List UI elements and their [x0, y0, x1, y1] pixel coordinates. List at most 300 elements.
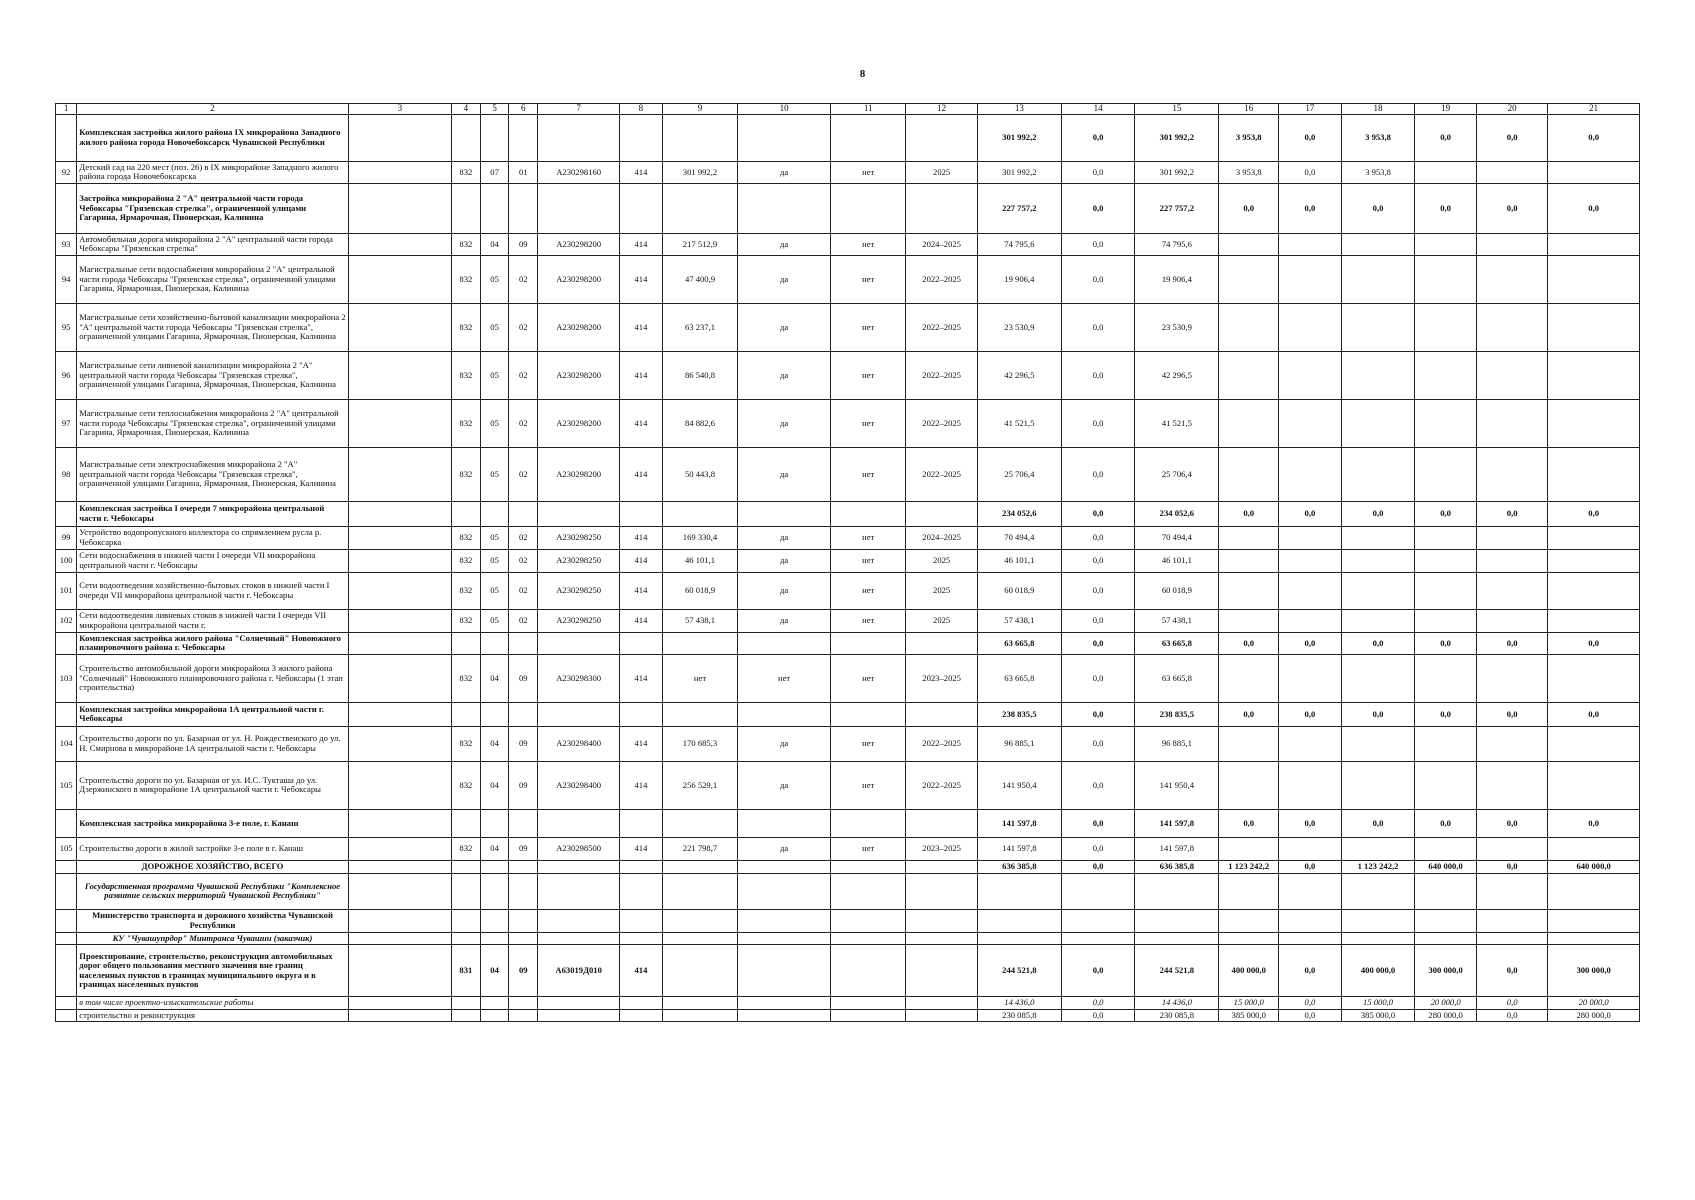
cell-col-8 — [620, 183, 663, 233]
cell-col-18: 385 000,0 — [1341, 1009, 1414, 1021]
cell-col-12: 2022–2025 — [906, 255, 977, 303]
row-name: Автомобильная дорога микрорайона 2 "А" центральной части города Чебоксары "Грязевская стрелка" — [77, 233, 348, 255]
cell-col-12 — [906, 997, 977, 1009]
cell-col-11 — [830, 873, 906, 909]
cell-col-13: 301 992,2 — [977, 114, 1061, 161]
cell-col-9: 50 443,8 — [662, 447, 738, 501]
cell-col-20 — [1476, 837, 1547, 860]
cell-col-10: да — [738, 526, 831, 549]
cell-col-15: 141 597,8 — [1135, 837, 1219, 860]
cell-col-12 — [906, 945, 977, 997]
cell-col-8: 414 — [620, 837, 663, 860]
cell-col-8 — [620, 932, 663, 944]
cell-col-17: 0,0 — [1279, 1009, 1342, 1021]
cell-col-6 — [509, 183, 538, 233]
row-name: Магистральные сети хозяйственно-бытовой канализации микрорайона 2 "А" центральной части города Чебоксары "Грязевская стрелка", ограниченной улицами Гагарина, Ярмарочная, Пионерская, Калинина — [77, 303, 348, 351]
cell-col-18 — [1341, 654, 1414, 702]
cell-col-5 — [480, 114, 509, 161]
cell-col-18: 0,0 — [1341, 809, 1414, 837]
cell-col-20 — [1476, 399, 1547, 447]
cell-col-9: 63 237,1 — [662, 303, 738, 351]
cell-col-12 — [906, 1009, 977, 1021]
cell-col-14: 0,0 — [1061, 572, 1134, 609]
cell-col-18 — [1341, 399, 1414, 447]
table-row — [56, 997, 1640, 1009]
cell-col-16: 0,0 — [1219, 183, 1279, 233]
cell-col-20 — [1476, 233, 1547, 255]
row-number — [56, 114, 77, 161]
cell-col-11: нет — [830, 447, 906, 501]
cell-col-21 — [1548, 726, 1640, 761]
row-number: 93 — [56, 233, 77, 255]
cell-col-5: 04 — [480, 233, 509, 255]
cell-col-16 — [1219, 526, 1279, 549]
cell-col-4: 832 — [451, 726, 480, 761]
row-name: Строительство дороги в жилой застройке 3-е поле в г. Канаш — [77, 837, 348, 860]
cell-col-13: 25 706,4 — [977, 447, 1061, 501]
table-row — [56, 945, 1640, 997]
cell-col-8: 414 — [620, 945, 663, 997]
cell-col-21: 0,0 — [1548, 702, 1640, 726]
cell-col-17 — [1279, 909, 1342, 932]
cell-col-19: 0,0 — [1415, 183, 1477, 233]
cell-col-20 — [1476, 526, 1547, 549]
cell-col-20: 0,0 — [1476, 945, 1547, 997]
cell-col-15: 19 906,4 — [1135, 255, 1219, 303]
cell-col-14: 0,0 — [1061, 399, 1134, 447]
cell-col-20 — [1476, 549, 1547, 572]
cell-col-19 — [1415, 932, 1477, 944]
cell-col-8: 414 — [620, 303, 663, 351]
cell-col-15: 41 521,5 — [1135, 399, 1219, 447]
cell-col-21: 0,0 — [1548, 183, 1640, 233]
row-number — [56, 501, 77, 526]
cell-col-10 — [738, 932, 831, 944]
cell-col-5: 05 — [480, 447, 509, 501]
cell-col-15: 301 992,2 — [1135, 114, 1219, 161]
cell-col-21 — [1548, 932, 1640, 944]
cell-col-10: да — [738, 609, 831, 632]
cell-col-6 — [509, 860, 538, 873]
table-row — [56, 860, 1640, 873]
cell-col-19 — [1415, 609, 1477, 632]
cell-col-6 — [509, 873, 538, 909]
row-name: Детский сад на 220 мест (поз. 26) в IX микрорайоне Западного жилого района города Новочебоксарска — [77, 161, 348, 183]
cell-col-21 — [1548, 654, 1640, 702]
cell-col-3 — [348, 447, 451, 501]
cell-col-17 — [1279, 233, 1342, 255]
table-row — [56, 873, 1640, 909]
cell-col-8: 414 — [620, 654, 663, 702]
cell-col-6: 09 — [509, 233, 538, 255]
cell-col-19: 0,0 — [1415, 501, 1477, 526]
cell-col-13: 74 795,6 — [977, 233, 1061, 255]
cell-col-6: 09 — [509, 654, 538, 702]
cell-col-11: нет — [830, 654, 906, 702]
row-name: Магистральные сети водоснабжения микрорайона 2 "А" центральной части города Чебоксары "Грязевская стрелка", ограниченной улицами Гагарина, Ярмарочная, Пионерская, Калинина — [77, 255, 348, 303]
row-number: 94 — [56, 255, 77, 303]
cell-col-8: 414 — [620, 255, 663, 303]
cell-col-12: 2025 — [906, 572, 977, 609]
cell-col-7 — [538, 997, 620, 1009]
row-name: КУ "Чувашупрдор" Минтранса Чувашии (заказчик) — [77, 932, 348, 944]
cell-col-6 — [509, 909, 538, 932]
cell-col-14: 0,0 — [1061, 702, 1134, 726]
cell-col-11 — [830, 860, 906, 873]
cell-col-8 — [620, 114, 663, 161]
cell-col-18: 400 000,0 — [1341, 945, 1414, 997]
cell-col-6: 02 — [509, 549, 538, 572]
cell-col-17 — [1279, 549, 1342, 572]
cell-col-7: А230298200 — [538, 447, 620, 501]
cell-col-10 — [738, 1009, 831, 1021]
cell-col-12: 2022–2025 — [906, 761, 977, 809]
cell-col-20 — [1476, 255, 1547, 303]
cell-col-3 — [348, 303, 451, 351]
cell-col-9 — [662, 809, 738, 837]
cell-col-10: да — [738, 303, 831, 351]
cell-col-19 — [1415, 572, 1477, 609]
cell-col-4 — [451, 909, 480, 932]
table-row — [56, 399, 1640, 447]
cell-col-13: 238 835,5 — [977, 702, 1061, 726]
column-number: 1 — [56, 104, 77, 115]
cell-col-17 — [1279, 447, 1342, 501]
cell-col-9 — [662, 932, 738, 944]
cell-col-19 — [1415, 351, 1477, 399]
cell-col-16 — [1219, 909, 1279, 932]
row-number: 103 — [56, 654, 77, 702]
cell-col-19 — [1415, 873, 1477, 909]
cell-col-17 — [1279, 572, 1342, 609]
cell-col-21 — [1548, 447, 1640, 501]
cell-col-8: 414 — [620, 161, 663, 183]
cell-col-20: 0,0 — [1476, 1009, 1547, 1021]
table-row — [56, 255, 1640, 303]
cell-col-12: 2023–2025 — [906, 837, 977, 860]
cell-col-11 — [830, 809, 906, 837]
cell-col-9: 169 330,4 — [662, 526, 738, 549]
cell-col-13 — [977, 873, 1061, 909]
cell-col-4 — [451, 183, 480, 233]
cell-col-3 — [348, 609, 451, 632]
cell-col-13: 70 494,4 — [977, 526, 1061, 549]
cell-col-6: 02 — [509, 526, 538, 549]
cell-col-16 — [1219, 303, 1279, 351]
cell-col-15: 60 018,9 — [1135, 572, 1219, 609]
cell-col-3 — [348, 860, 451, 873]
cell-col-14: 0,0 — [1061, 161, 1134, 183]
cell-col-18 — [1341, 609, 1414, 632]
cell-col-8: 414 — [620, 609, 663, 632]
table-row — [56, 572, 1640, 609]
cell-col-18: 0,0 — [1341, 632, 1414, 654]
cell-col-10: да — [738, 255, 831, 303]
cell-col-18 — [1341, 447, 1414, 501]
cell-col-16: 400 000,0 — [1219, 945, 1279, 997]
cell-col-3 — [348, 351, 451, 399]
table-row — [56, 526, 1640, 549]
cell-col-12: 2025 — [906, 161, 977, 183]
cell-col-17 — [1279, 303, 1342, 351]
row-name: Строительство дороги по ул. Базарная от ул. И.С. Тукташа до ул. Дзержинского в микрорайоне 1А центральной части г. Чебоксары — [77, 761, 348, 809]
cell-col-16: 0,0 — [1219, 632, 1279, 654]
cell-col-21 — [1548, 233, 1640, 255]
table-row — [56, 632, 1640, 654]
cell-col-7: А63019Д010 — [538, 945, 620, 997]
cell-col-9 — [662, 632, 738, 654]
cell-col-7: А230298200 — [538, 399, 620, 447]
cell-col-16 — [1219, 726, 1279, 761]
cell-col-9: 217 512,9 — [662, 233, 738, 255]
cell-col-7: А230298160 — [538, 161, 620, 183]
cell-col-13: 301 992,2 — [977, 161, 1061, 183]
row-number: 92 — [56, 161, 77, 183]
row-number — [56, 945, 77, 997]
cell-col-10 — [738, 501, 831, 526]
cell-col-20: 0,0 — [1476, 860, 1547, 873]
cell-col-19: 0,0 — [1415, 114, 1477, 161]
cell-col-15: 63 665,8 — [1135, 654, 1219, 702]
cell-col-7: А230298500 — [538, 837, 620, 860]
cell-col-5 — [480, 860, 509, 873]
cell-col-3 — [348, 632, 451, 654]
cell-col-4: 832 — [451, 572, 480, 609]
cell-col-20 — [1476, 909, 1547, 932]
cell-col-13 — [977, 932, 1061, 944]
cell-col-21: 0,0 — [1548, 501, 1640, 526]
cell-col-18 — [1341, 526, 1414, 549]
cell-col-14 — [1061, 932, 1134, 944]
cell-col-5 — [480, 632, 509, 654]
cell-col-21 — [1548, 572, 1640, 609]
cell-col-7: А230298250 — [538, 549, 620, 572]
cell-col-5: 04 — [480, 837, 509, 860]
cell-col-17: 0,0 — [1279, 183, 1342, 233]
row-number — [56, 860, 77, 873]
cell-col-21: 0,0 — [1548, 632, 1640, 654]
cell-col-9 — [662, 860, 738, 873]
cell-col-15 — [1135, 909, 1219, 932]
row-name: строительство и реконструкция — [77, 1009, 348, 1021]
cell-col-6: 02 — [509, 447, 538, 501]
cell-col-5 — [480, 809, 509, 837]
cell-col-11 — [830, 945, 906, 997]
cell-col-4: 832 — [451, 351, 480, 399]
cell-col-9 — [662, 114, 738, 161]
cell-col-4: 832 — [451, 549, 480, 572]
cell-col-10: да — [738, 447, 831, 501]
cell-col-9: 57 438,1 — [662, 609, 738, 632]
cell-col-3 — [348, 526, 451, 549]
row-name: Государственная программа Чувашской Республики "Комплексное развитие сельских территорий Чувашской Республики" — [77, 873, 348, 909]
cell-col-11: нет — [830, 303, 906, 351]
cell-col-18 — [1341, 233, 1414, 255]
cell-col-12: 2022–2025 — [906, 399, 977, 447]
cell-col-10: да — [738, 233, 831, 255]
cell-col-16: 0,0 — [1219, 809, 1279, 837]
cell-col-18 — [1341, 572, 1414, 609]
cell-col-17 — [1279, 873, 1342, 909]
cell-col-19 — [1415, 161, 1477, 183]
cell-col-15: 141 597,8 — [1135, 809, 1219, 837]
column-number: 7 — [538, 104, 620, 115]
cell-col-13: 60 018,9 — [977, 572, 1061, 609]
cell-col-4 — [451, 114, 480, 161]
cell-col-10 — [738, 997, 831, 1009]
cell-col-9 — [662, 909, 738, 932]
cell-col-5: 05 — [480, 526, 509, 549]
cell-col-11: нет — [830, 549, 906, 572]
cell-col-9 — [662, 183, 738, 233]
cell-col-8: 414 — [620, 549, 663, 572]
cell-col-14: 0,0 — [1061, 837, 1134, 860]
cell-col-5: 04 — [480, 654, 509, 702]
cell-col-17: 0,0 — [1279, 860, 1342, 873]
cell-col-10 — [738, 183, 831, 233]
cell-col-3 — [348, 702, 451, 726]
cell-col-18 — [1341, 837, 1414, 860]
cell-col-12 — [906, 873, 977, 909]
cell-col-17: 0,0 — [1279, 945, 1342, 997]
cell-col-12 — [906, 501, 977, 526]
column-number: 20 — [1476, 104, 1547, 115]
cell-col-3 — [348, 909, 451, 932]
cell-col-19 — [1415, 909, 1477, 932]
cell-col-20: 0,0 — [1476, 632, 1547, 654]
table-row — [56, 233, 1640, 255]
cell-col-9: 47 400,9 — [662, 255, 738, 303]
cell-col-5: 04 — [480, 945, 509, 997]
cell-col-10 — [738, 945, 831, 997]
cell-col-20 — [1476, 447, 1547, 501]
cell-col-6 — [509, 702, 538, 726]
cell-col-6 — [509, 501, 538, 526]
cell-col-8: 414 — [620, 233, 663, 255]
cell-col-7 — [538, 873, 620, 909]
cell-col-21 — [1548, 161, 1640, 183]
table-row — [56, 1009, 1640, 1021]
column-number: 13 — [977, 104, 1061, 115]
cell-col-13: 141 597,8 — [977, 837, 1061, 860]
cell-col-9 — [662, 945, 738, 997]
column-number: 16 — [1219, 104, 1279, 115]
cell-col-9: 170 685,3 — [662, 726, 738, 761]
cell-col-11 — [830, 702, 906, 726]
cell-col-14: 0,0 — [1061, 183, 1134, 233]
cell-col-20 — [1476, 873, 1547, 909]
cell-col-5: 05 — [480, 609, 509, 632]
cell-col-8 — [620, 1009, 663, 1021]
cell-col-12: 2025 — [906, 609, 977, 632]
cell-col-13: 23 530,9 — [977, 303, 1061, 351]
cell-col-20: 0,0 — [1476, 702, 1547, 726]
cell-col-14: 0,0 — [1061, 549, 1134, 572]
row-number — [56, 809, 77, 837]
cell-col-5: 05 — [480, 255, 509, 303]
cell-col-7 — [538, 1009, 620, 1021]
cell-col-19: 640 000,0 — [1415, 860, 1477, 873]
cell-col-21 — [1548, 351, 1640, 399]
page-number: 8 — [859, 68, 866, 80]
cell-col-5: 04 — [480, 761, 509, 809]
column-number: 21 — [1548, 104, 1640, 115]
row-name: Министерство транспорта и дорожного хозяйства Чувашской Республики — [77, 909, 348, 932]
column-number: 18 — [1341, 104, 1414, 115]
cell-col-14: 0,0 — [1061, 726, 1134, 761]
cell-col-7: А230298200 — [538, 303, 620, 351]
cell-col-21: 300 000,0 — [1548, 945, 1640, 997]
cell-col-20: 0,0 — [1476, 997, 1547, 1009]
cell-col-19 — [1415, 255, 1477, 303]
cell-col-7: А230298250 — [538, 572, 620, 609]
cell-col-11: нет — [830, 161, 906, 183]
cell-col-14: 0,0 — [1061, 860, 1134, 873]
cell-col-7 — [538, 183, 620, 233]
cell-col-18: 3 953,8 — [1341, 161, 1414, 183]
cell-col-8: 414 — [620, 572, 663, 609]
cell-col-8: 414 — [620, 399, 663, 447]
cell-col-13: 234 052,6 — [977, 501, 1061, 526]
cell-col-8 — [620, 997, 663, 1009]
cell-col-4 — [451, 932, 480, 944]
cell-col-12: 2023–2025 — [906, 654, 977, 702]
column-number: 17 — [1279, 104, 1342, 115]
cell-col-8: 414 — [620, 526, 663, 549]
cell-col-21: 280 000,0 — [1548, 1009, 1640, 1021]
cell-col-11 — [830, 909, 906, 932]
cell-col-5 — [480, 997, 509, 1009]
cell-col-4: 832 — [451, 654, 480, 702]
cell-col-11 — [830, 501, 906, 526]
cell-col-21: 640 000,0 — [1548, 860, 1640, 873]
row-number: 105 — [56, 837, 77, 860]
cell-col-11: нет — [830, 351, 906, 399]
cell-col-6 — [509, 632, 538, 654]
cell-col-18 — [1341, 909, 1414, 932]
cell-col-6: 02 — [509, 351, 538, 399]
column-number: 4 — [451, 104, 480, 115]
column-number: 19 — [1415, 104, 1477, 115]
cell-col-12 — [906, 114, 977, 161]
cell-col-14 — [1061, 873, 1134, 909]
cell-col-14: 0,0 — [1061, 1009, 1134, 1021]
cell-col-3 — [348, 873, 451, 909]
column-number-row — [56, 104, 1640, 115]
cell-col-17 — [1279, 654, 1342, 702]
cell-col-4 — [451, 873, 480, 909]
cell-col-14: 0,0 — [1061, 654, 1134, 702]
cell-col-5 — [480, 183, 509, 233]
cell-col-15: 42 296,5 — [1135, 351, 1219, 399]
cell-col-18: 0,0 — [1341, 183, 1414, 233]
cell-col-10 — [738, 909, 831, 932]
cell-col-15: 74 795,6 — [1135, 233, 1219, 255]
row-name: Сети водоотведения хозяйственно-бытовых стоков в нижней части I очереди VII микрорайона центральной части г. Чебоксары — [77, 572, 348, 609]
cell-col-12 — [906, 860, 977, 873]
row-number — [56, 873, 77, 909]
cell-col-4: 832 — [451, 837, 480, 860]
cell-col-3 — [348, 654, 451, 702]
cell-col-6: 09 — [509, 945, 538, 997]
cell-col-4: 832 — [451, 303, 480, 351]
cell-col-17: 0,0 — [1279, 997, 1342, 1009]
cell-col-12: 2024–2025 — [906, 526, 977, 549]
cell-col-3 — [348, 997, 451, 1009]
cell-col-18 — [1341, 873, 1414, 909]
cell-col-21 — [1548, 609, 1640, 632]
row-name: Комплексная застройка микрорайона 1А центральной части г. Чебоксары — [77, 702, 348, 726]
